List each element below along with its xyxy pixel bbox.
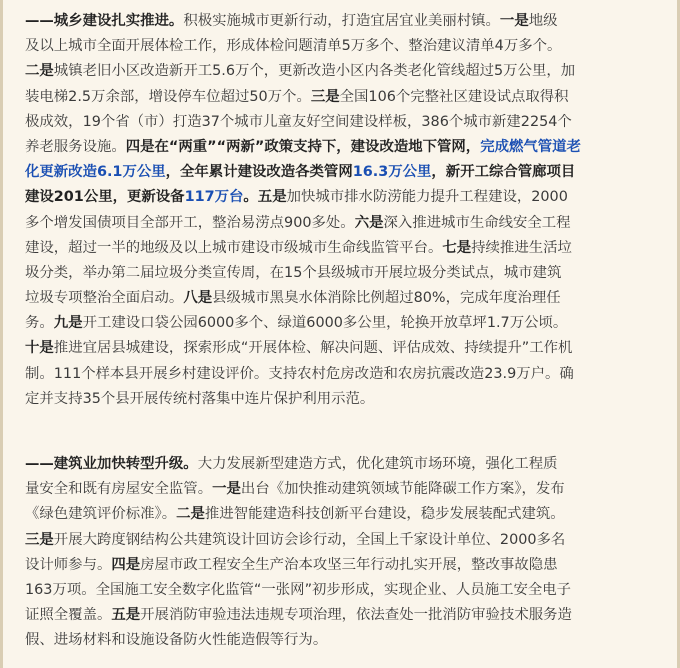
text-line [25, 286, 665, 311]
body-text: 养老服务设施。 [25, 138, 126, 155]
body-text: 开展大跨度钢结构公共建筑设计回访会诊行动，全国上千家设计单位、2000多名 [53, 531, 566, 548]
bold-text: ——建筑业加快转型升级。 [25, 456, 198, 472]
bold-text: 三是 [310, 88, 340, 105]
body-text: 163万项。全国施工安全数字化监管“一张网”初步形成，实现企业、人员施工安全电子 [25, 581, 572, 598]
body-text: 垃圾专项整治全面启动。 [25, 290, 184, 307]
text-line [25, 362, 665, 387]
bold-text: 二是 [25, 63, 54, 80]
text-line [25, 236, 665, 261]
text-line [25, 553, 665, 578]
text-line [25, 85, 665, 110]
paragraph-construction-industry [25, 452, 665, 654]
body-text: 县级城市黑臭水体消除比例超过80%，完成年度治理任 [212, 290, 561, 307]
body-text: 务。 [25, 315, 54, 332]
text-line [25, 34, 665, 59]
body-text: 推进智能建造科技创新平台建设，稳步发展装配式建筑。 [204, 506, 565, 523]
text-line [25, 160, 665, 185]
body-text: 开展消防审验违法违规专项治理，依法查处一批消防审验技术服务造 [140, 607, 572, 624]
body-text: 地级 [528, 13, 558, 29]
text-line [25, 628, 665, 653]
bold-text: 一是 [499, 13, 529, 29]
text-line [25, 502, 665, 527]
body-text: 深入推进城市生命线安全工程 [383, 214, 571, 231]
highlighted-figure: 117万台 [184, 189, 244, 206]
body-text: 推进宜居县城建设，探索形成“开展体检、解决问题、评估成效、持续提升”工作机 [53, 340, 573, 357]
bold-text: 七是 [442, 239, 472, 256]
body-text: 开工建设口袋公园6000多个、绿道6000多公里，轮换开放草坪1.7万公顷。 [82, 315, 568, 332]
bold-text: 二是 [176, 506, 205, 523]
bold-text: 一是 [212, 481, 241, 498]
text-line [25, 59, 665, 84]
text-line [25, 528, 665, 553]
text-line [25, 603, 665, 628]
text-line [25, 578, 665, 603]
body-text: 出台《加快推动建筑领域节能降碳工作方案》，发布 [240, 481, 565, 498]
bold-text: 四是在“两重”“两新”政策支持下，建设改造地下管网， [125, 138, 481, 155]
body-text: 多个增发国债项目全部开工，整治易涝点900多处。 [25, 214, 355, 231]
body-text: 装电梯2.5万余部，增设停车位超过50万个。 [25, 88, 311, 105]
highlighted-figure: 16.3万公里 [352, 164, 432, 181]
text-line [25, 110, 665, 135]
bold-text: ——城乡建设扎实推进。 [25, 13, 184, 29]
text-line [25, 477, 665, 502]
body-text: 圾分类，举办第二届垃圾分类宣传周，在15个县级城市开展垃圾分类试点，城市建筑 [25, 264, 562, 281]
body-text: 持续推进生活垃 [471, 239, 572, 256]
bold-text: 九是 [53, 315, 83, 332]
body-text: 设计师参与。 [25, 556, 112, 573]
text-line [25, 261, 665, 286]
paragraph-urban-rural-construction [25, 9, 665, 412]
bold-text: ，全年累计建设改造各类管网 [165, 164, 353, 181]
body-text: 极成效，19个省（市）打造37个城市儿童友好空间建设样板，386个城市新建2254个 [25, 113, 572, 130]
body-text: 建设，超过一半的地级及以上城市建设市级城市生命线监管平台。 [25, 239, 443, 256]
text-line [25, 336, 665, 361]
body-text: 假、进场材料和设施设备防火性能造假等行为。 [25, 632, 328, 649]
text-line [25, 9, 665, 34]
body-text: 定并支持35个县开展传统村落集中连片保护利用示范。 [25, 390, 375, 407]
bold-text: 。 [243, 189, 258, 206]
text-line [25, 211, 665, 236]
bold-text: 六是 [354, 214, 384, 231]
bold-text: 三是 [25, 531, 54, 548]
text-line [25, 135, 665, 160]
bold-text: 八是 [183, 290, 213, 307]
body-text: 制。111个样本县开展乡村建设评价。支持农村危房改造和农房抗震改造23.9万户。确 [25, 365, 574, 382]
bold-text: 十是 [25, 340, 54, 357]
bold-text: 四是 [111, 556, 141, 573]
body-text: 全国106个完整社区建设试点取得积 [339, 88, 569, 105]
text-line [25, 311, 665, 336]
highlighted-figure: 完成燃气管道老 [480, 138, 581, 155]
body-text: 房屋市政工程安全生产治本攻坚三年行动扎实开展，整改事故隐患 [140, 556, 558, 573]
body-text: 加快城市排水防涝能力提升工程建设，2000 [286, 189, 568, 206]
highlighted-figure: 化更新改造6.1万公里 [25, 164, 166, 181]
bold-text: 建设201公里，更新设备 [25, 189, 185, 206]
text-line [25, 452, 665, 477]
text-line [25, 387, 665, 412]
text-line [25, 185, 665, 210]
body-text: 大力发展新型建造方式，优化建筑市场环境，强化工程质 [197, 456, 558, 472]
body-text: 积极实施城市更新行动，打造宜居宜业美丽村镇。 [183, 13, 500, 29]
bold-text: ，新开工综合管廊项目 [431, 164, 576, 181]
body-text: 及以上城市全面开展体检工作，形成体检问题清单5万多个、整治建议清单4万多个。 [25, 38, 562, 55]
body-text: 证照全覆盖。 [25, 607, 112, 624]
body-text: 城镇老旧小区改造新开工5.6万个，更新改造小区内各类老化管线超过5万公里，加 [53, 63, 576, 80]
body-text: 量安全和既有房屋安全监管。 [25, 481, 213, 498]
body-text: 《绿色建筑评价标准》。 [25, 506, 177, 523]
bold-text: 五是 [257, 189, 287, 206]
bold-text: 五是 [111, 607, 141, 624]
